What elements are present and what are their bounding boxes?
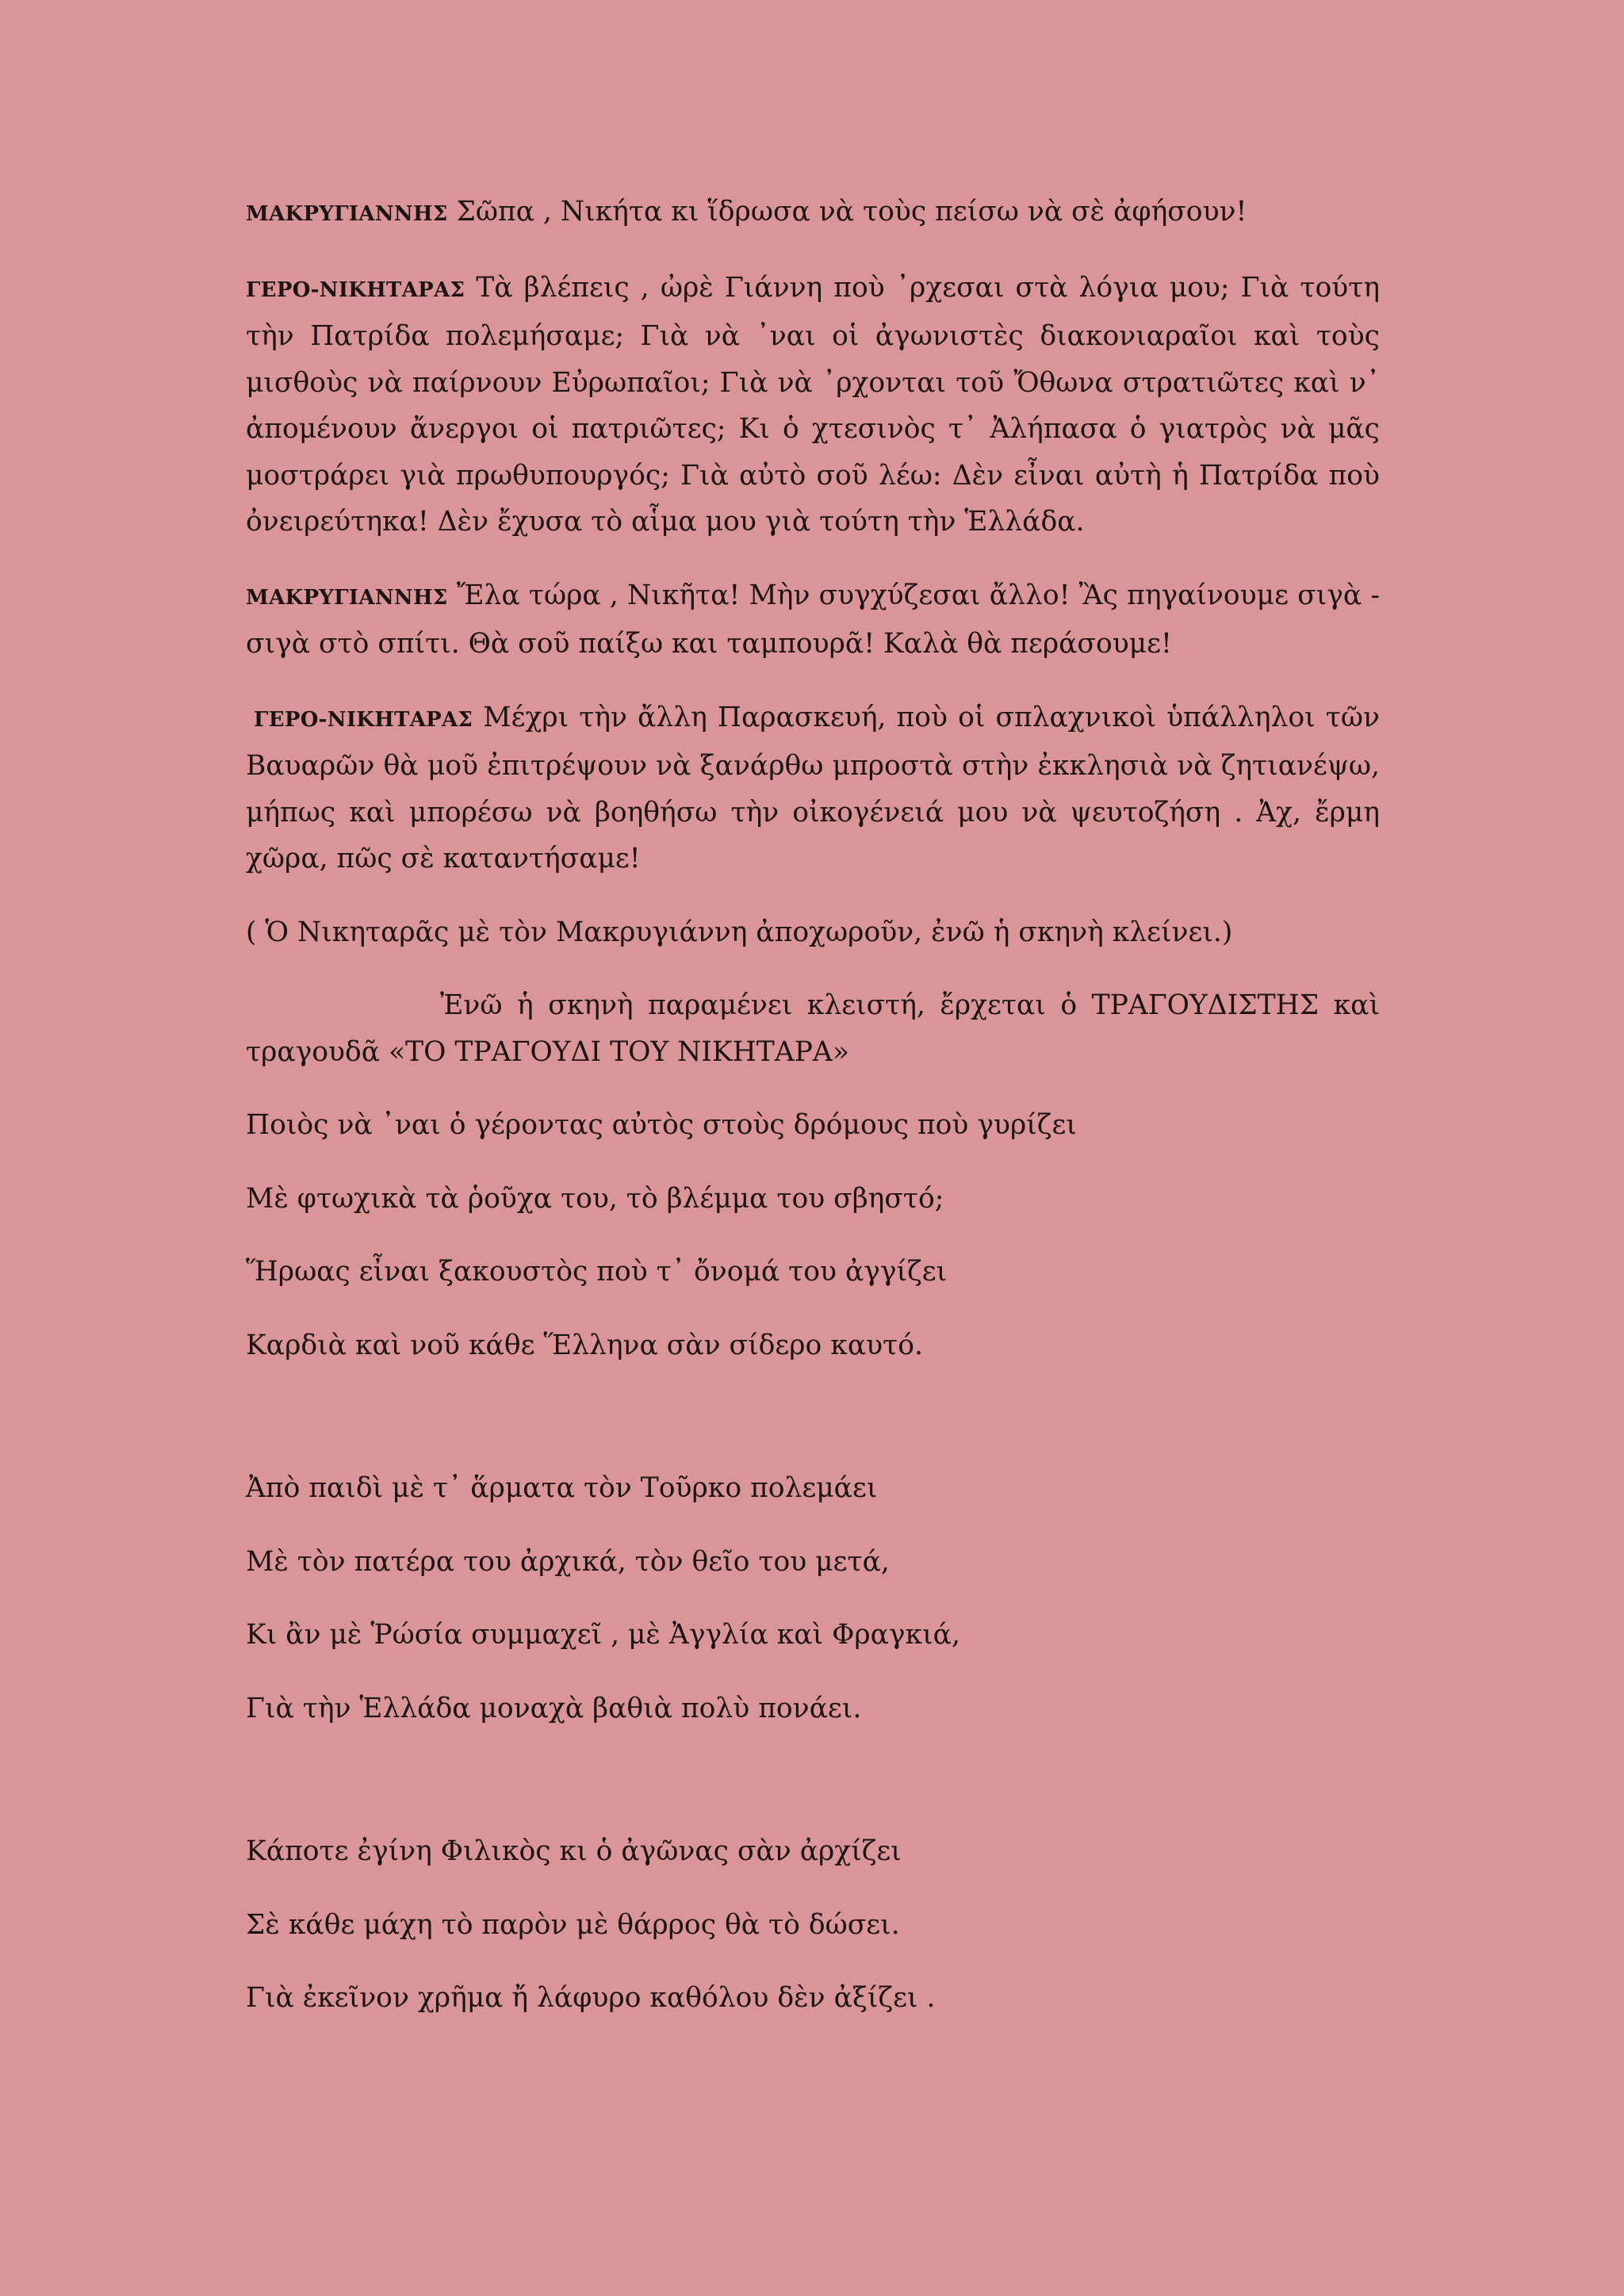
speaker-name: ΓΕΡΟ-ΝΙΚΗΤΑΡΑΣ xyxy=(246,277,465,302)
dialogue-text: Ἔλα τώρα , Νικῆτα! Μὴν συγχύζεσαι ἄλλο! Ἂς πηγαίνουμε σιγὰ - σιγὰ στὸ σπίτι. Θὰ σοῦ παίξω και ταμπουρᾶ! Καλὰ θὰ περάσουμε! xyxy=(246,579,1380,660)
stage-direction: ( Ὁ Νικηταρᾶς μὲ τὸν Μακρυγιάννη ἀποχωροῦν, ἐνῶ ἡ σκηνὴ κλείνει.) xyxy=(246,916,1233,948)
verse-line: Σὲ κάθε μάχη τὸ παρὸν μὲ θάρρος θὰ τὸ δώσει. xyxy=(246,1908,900,1941)
song-stanza xyxy=(246,1102,1380,1368)
speaker-name: ΜΑΚΡΥΓΙΑΝΝΗΣ xyxy=(246,202,448,226)
verse-line: Γιὰ τὴν Ἑλλάδα μοναχὰ βαθιὰ πολὺ πονάει. xyxy=(246,1692,862,1724)
verse-line: Ποιὸς νὰ ᾿ναι ὁ γέροντας αὐτὸς στοὺς δρόμους ποὺ γυρίζει xyxy=(246,1109,1077,1141)
stanza-spacer xyxy=(246,1395,1380,1465)
verse-line: Καρδιὰ καὶ νοῦ κάθε Ἕλληνα σὰν σίδερο καυτό. xyxy=(246,1329,923,1361)
speaker-name: ΜΑΚΡΥΓΙΑΝΝΗΣ xyxy=(246,585,448,610)
verse-line: Μὲ φτωχικὰ τὰ ῥοῦχα του, τὸ βλέμμα του σβηστό; xyxy=(246,1182,944,1215)
dialogue-paragraph xyxy=(246,572,1380,668)
verse-line: Ἀπὸ παιδὶ μὲ τ᾿ ἅρματα τὸν Τοῦρκο πολεμάει xyxy=(246,1472,878,1504)
verse-line: Γιὰ ἐκεῖνον χρῆμα ἤ λάφυρο καθόλου δὲν ἀξίζει . xyxy=(246,1982,936,2014)
verse-line: Κι ἂν μὲ Ῥώσία συμμαχεῖ , μὲ Ἀγγλία καὶ Φραγκιά, xyxy=(246,1619,960,1651)
verse-line: Κάποτε ἐγίνη Φιλικὸς κι ὁ ἀγῶνας σὰν ἀρχίζει xyxy=(246,1835,902,1867)
verse-line: Ἥρωας εἶναι ξακουστὸς ποὺ τ᾿ ὄνομά του ἀγγίζει xyxy=(246,1256,948,1288)
stanza-spacer xyxy=(246,1758,1380,1828)
dialogue-text: Σῶπα , Νικήτα κι ἵδρωσα νὰ τοὺς πείσω νὰ σὲ ἀφήσουν! xyxy=(447,196,1247,228)
dialogue-text: Μέχρι τὴν ἄλλη Παρασκευή, ποὺ οἱ σπλαχνικοὶ ὑπάλληλοι τῶν Βαυαρῶν θὰ μοῦ ἐπιτρέψουν νὰ ξανάρθω μπροστὰ στὴν ἐκκλησιὰ νὰ ζητιανέψω, μήπως καὶ μπορέσω νὰ βοηθήσω τὴν οἰκογένειά μου νὰ ψευτοζήση . Ἀχ, ἔρμη χῶρα, πῶς σὲ καταντήσαμε! xyxy=(246,701,1380,874)
dialogue-paragraph xyxy=(246,189,1380,238)
document-body xyxy=(246,189,1380,2049)
song-stanza xyxy=(246,1828,1380,2022)
dialogue-text: Τὰ βλέπεις , ὠρὲ Γιάννη ποὺ ᾿ρχεσαι στὰ λόγια μου; Γιὰ τούτη τὴν Πατρίδα πολεμήσαμε; Γιὰ νὰ ᾿ναι οἱ ἀγωνιστὲς διακονιαραῖοι καὶ τοὺς μισθοὺς νὰ παίρνουν Εὐρωπαῖοι; Γιὰ νὰ ᾿ρχονται τοῦ Ὄθωνα στρατιῶτες καὶ ν᾿ ἀπομένουν ἄνεργοι οἱ πατριῶτες; Κι ὁ χτεσινὸς τ᾿ Ἀλήπασα ὁ γιατρὸς νὰ μᾶς μοστράρει γιὰ πρωθυπουργός; Γιὰ αὐτὸ σοῦ λέω: Δὲν εἶναι αὐτὴ ἡ Πατρίδα ποὺ ὀνειρεύτηκα! Δὲν ἔχυσα τὸ αἷμα μου γιὰ τούτη τὴν Ἑλλάδα. xyxy=(246,271,1380,538)
dialogue-paragraph xyxy=(246,265,1380,545)
song-stanza xyxy=(246,1465,1380,1732)
speaker-name: ΓΕΡΟ-ΝΙΚΗΤΑΡΑΣ xyxy=(254,707,473,732)
song-introduction: Ἐνῶ ἡ σκηνὴ παραμένει κλειστή, ἔρχεται ὁ ΤΡΑΓΟΥΔΙΣΤΗΣ καὶ τραγουδᾶ «ΤΟ ΤΡΑΓΟΥΔΙ ΤΟΥ ΝΙΚΗΤΑΡΑ» xyxy=(246,989,1380,1068)
verse-line: Μὲ τὸν πατέρα του ἀρχικά, τὸν θεῖο του μετά, xyxy=(246,1545,890,1578)
dialogue-paragraph xyxy=(246,695,1380,882)
